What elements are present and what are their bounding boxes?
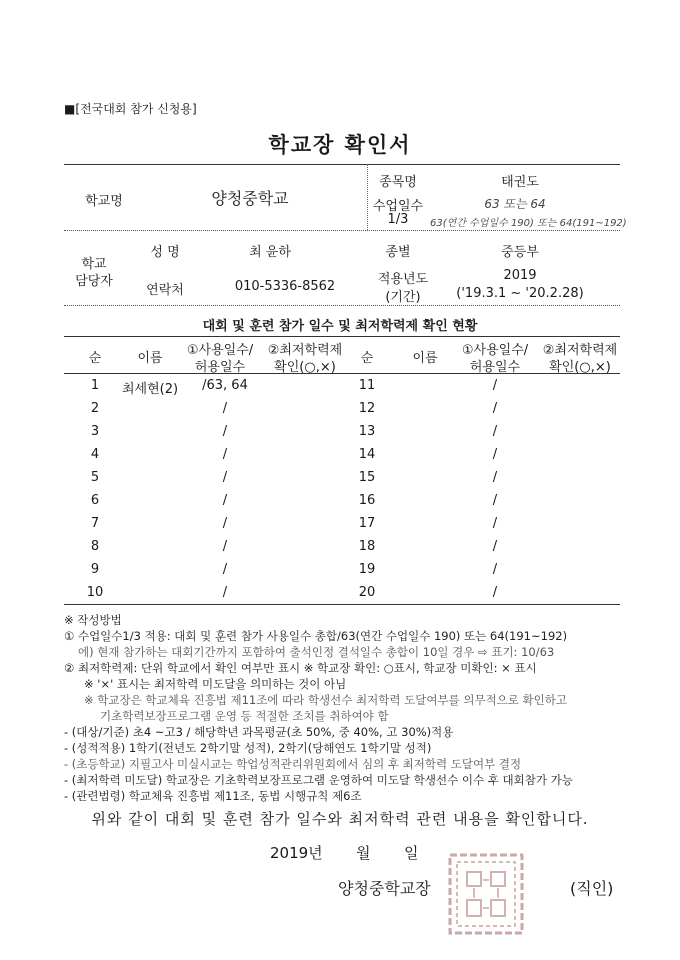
days-used: / (222, 424, 228, 439)
row-number: 11 (358, 378, 376, 393)
header-bottom-rule (64, 305, 620, 306)
manager-name: 최 윤하 (249, 245, 291, 260)
note-item: - (대상/기준) 초4 ~고3 / 해당학년 과목평균(초 50%, 중 40%, 고 30%)적용 (64, 725, 454, 739)
row-number: 3 (90, 424, 100, 439)
days-used: / (222, 447, 228, 462)
athlete-name: 최세현(2) (121, 382, 179, 397)
days-used: / (222, 539, 228, 554)
row-number: 10 (86, 585, 104, 600)
row-number: 14 (358, 447, 376, 462)
school-name: 양청중학교 (211, 189, 289, 208)
days-used: / (492, 447, 498, 462)
days-used: / (222, 493, 228, 508)
note-item: - (최저학력 미도달) 학교장은 기초학력보장프로그램 운영하여 미도달 학생선수 이수 후 대회참가 가능 (64, 773, 573, 787)
row-number: 5 (90, 470, 100, 485)
days-used: / (492, 539, 498, 554)
row-number: 15 (358, 470, 376, 485)
sport-label: 종목명 (379, 175, 417, 190)
note-item: ② 최저학력제: 단위 학교에서 확인 여부만 표시 ※ 학교장 확인: ○표시, 학교장 미확인: × 표시 (64, 661, 537, 675)
official-seal-stamp (447, 852, 525, 936)
row-number: 8 (90, 539, 100, 554)
note-item: ① 수업일수1/3 적용: 대회 및 훈련 참가 사용일수 총합/63(연간 수업일수 190) 또는 64(191~192) (64, 629, 568, 643)
row-number: 9 (90, 562, 100, 577)
year-value-2: ('19.3.1 ~ '20.2.28) (456, 286, 584, 301)
notes-heading: ※ 작성방법 (64, 613, 122, 627)
seal-label: (직인) (570, 879, 614, 898)
principal-title: 양청중학교장 (338, 879, 431, 898)
contact-label: 연락처 (146, 283, 184, 298)
days-used: / (492, 562, 498, 577)
days-used: / (492, 378, 498, 393)
th-academic-right-1: ②최저학력제 (542, 343, 618, 358)
note-item: - (초등학교) 지필고사 미실시교는 학업성적관리위원회에서 심의 후 최저학력 도달여부 결정 (64, 757, 522, 771)
th-academic-left-2: 확인(○,×) (274, 360, 336, 375)
header-mid-rule (64, 230, 620, 231)
date-day: 일 (404, 844, 419, 862)
th-days-right-2: 허용일수 (469, 360, 521, 375)
th-days-left-1: ①사용일수/ (186, 343, 254, 358)
confirmation-text: 위와 같이 대회 및 훈련 참가 일수와 최저학력 관련 내용을 확인합니다. (91, 810, 589, 828)
note-item: ※ 학교장은 학교체육 진흥법 제11조에 따라 학생선수 최저학력 도달여부를 의무적으로 확인하고 (84, 693, 567, 707)
sport-value: 태권도 (501, 175, 539, 190)
gender-label: 종별 (385, 245, 411, 260)
days-used: / (222, 585, 228, 600)
row-number: 2 (90, 401, 100, 416)
year-label-2: (기간) (385, 290, 421, 305)
date-year: 2019년 (270, 844, 323, 862)
th-academic-right-2: 확인(○,×) (549, 360, 611, 375)
th-days-right-1: ①사용일수/ (461, 343, 529, 358)
contact-value: 010-5336-8562 (234, 279, 336, 294)
row-number: 6 (90, 493, 100, 508)
year-value-1: 2019 (503, 268, 537, 283)
row-number: 12 (358, 401, 376, 416)
note-item: 에) 현재 참가하는 대회기간까지 포함하여 출석인정 결석일수 총합이 10일 경우 ⇨ 표기: 10/63 (78, 645, 555, 659)
days-used: / (492, 493, 498, 508)
row-number: 7 (90, 516, 100, 531)
year-label-1: 적용년도 (377, 272, 429, 287)
row-number: 13 (358, 424, 376, 439)
days-used: /63, 64 (202, 378, 248, 393)
section-title: 대회 및 훈련 참가 일수 및 최저학력제 확인 현황 (202, 319, 478, 334)
th-num-left: 순 (88, 351, 102, 366)
row-number: 4 (90, 447, 100, 462)
days-used: / (222, 562, 228, 577)
days-used: / (222, 516, 228, 531)
days-used: / (492, 401, 498, 416)
row-number: 18 (358, 539, 376, 554)
document-title: 학교장 확인서 (268, 133, 412, 157)
name-label: 성 명 (150, 245, 180, 260)
header-top-rule (64, 164, 620, 165)
days-label-2: 1/3 (387, 212, 409, 227)
note-item: 기초학력보장프로그램 운영 등 적절한 조치를 취하여야 함 (100, 709, 389, 723)
gender-value: 중등부 (501, 245, 539, 260)
days-value-2: 63(연간 수업일수 190) 또는 64(191~192) (430, 218, 627, 229)
row-number: 16 (358, 493, 376, 508)
th-num-right: 순 (360, 351, 374, 366)
table-bottom-rule (64, 604, 620, 605)
days-used: / (222, 401, 228, 416)
manager-label-1: 학교 (81, 257, 107, 272)
th-name-right: 이름 (412, 351, 438, 366)
date-month: 월 (356, 844, 371, 862)
days-used: / (492, 424, 498, 439)
th-academic-left-1: ②최저학력제 (267, 343, 343, 358)
row-number: 17 (358, 516, 376, 531)
row-number: 1 (90, 378, 100, 393)
days-used: / (492, 516, 498, 531)
days-used: / (222, 470, 228, 485)
form-code: ■[전국대회 참가 신청용] (64, 102, 197, 116)
table-top-rule (64, 336, 620, 337)
manager-label-2: 담당자 (75, 274, 113, 289)
school-label: 학교명 (85, 194, 123, 209)
th-name-left: 이름 (137, 351, 163, 366)
days-used: / (492, 585, 498, 600)
note-item: ※ '×' 표시는 최저학력 미도달을 의미하는 것이 아님 (84, 677, 347, 691)
row-number: 20 (358, 585, 376, 600)
days-label-1: 수업일수 (372, 199, 424, 214)
note-item: - (관련법령) 학교체육 진흥법 제11조, 동법 시행규칙 제6조 (64, 789, 362, 803)
row-number: 19 (358, 562, 376, 577)
note-item: - (성적적용) 1학기(전년도 2학기말 성적), 2학기(당해연도 1학기말 성적) (64, 741, 432, 755)
days-used: / (492, 470, 498, 485)
days-value-1: 63 또는 64 (484, 197, 546, 211)
th-days-left-2: 허용일수 (194, 360, 246, 375)
